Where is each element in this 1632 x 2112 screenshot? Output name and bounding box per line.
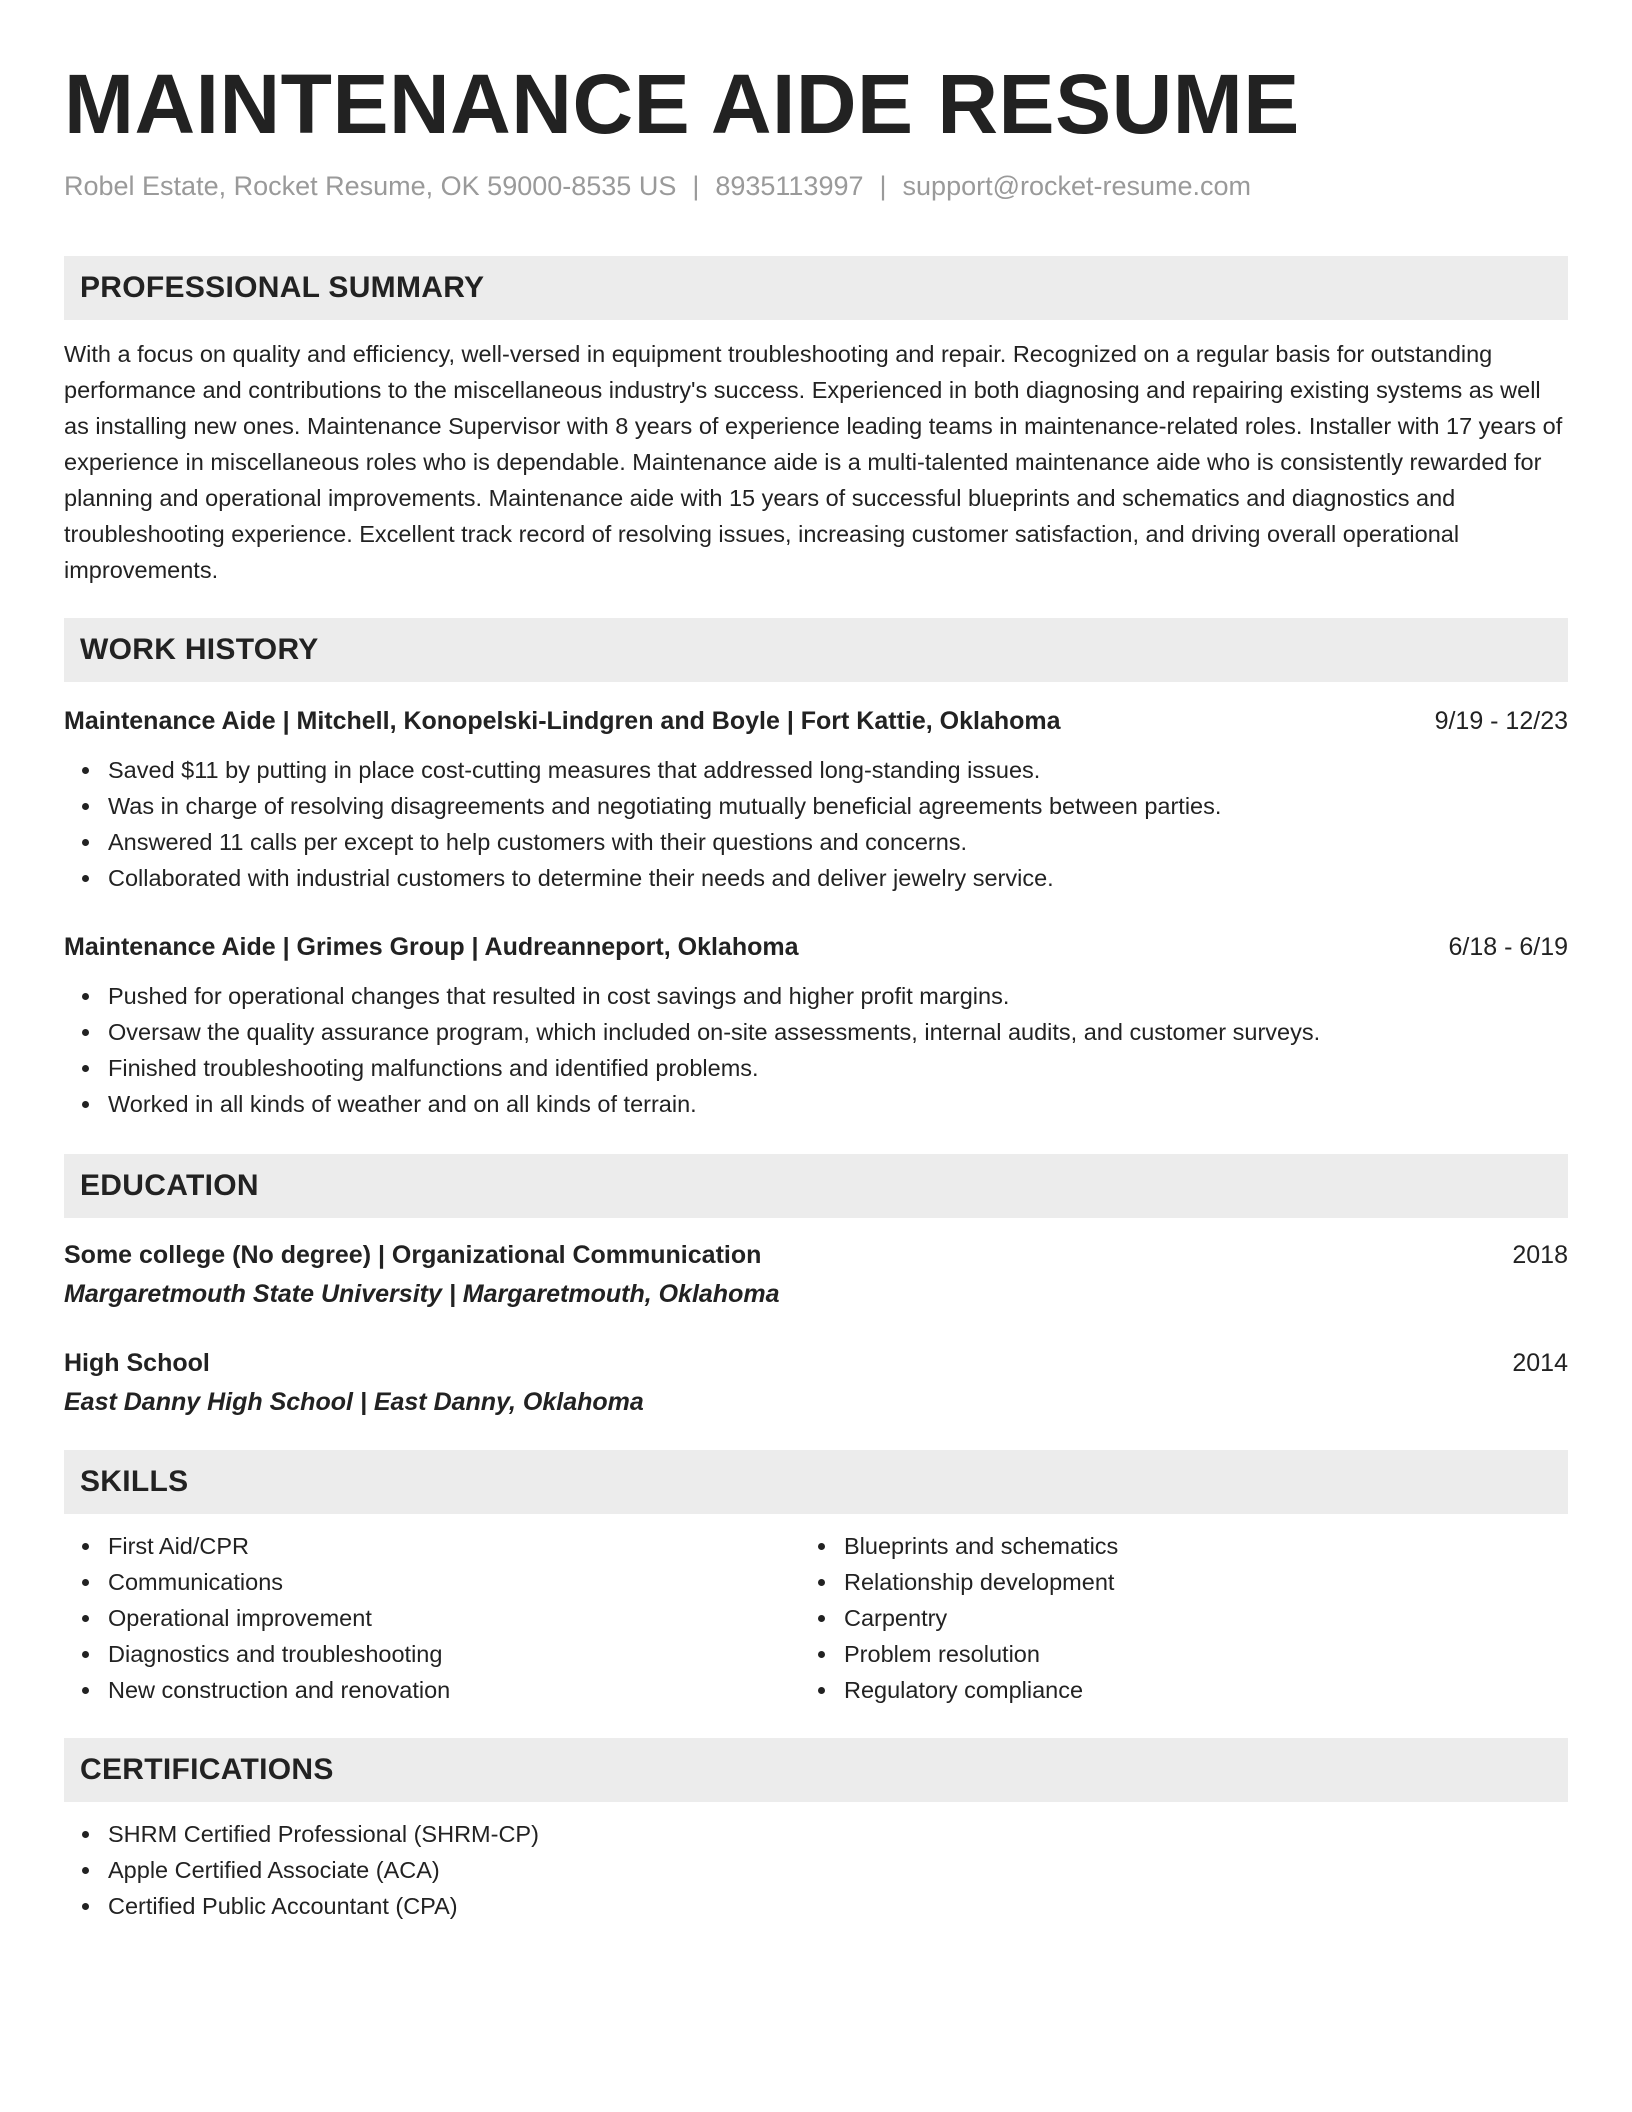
education-school: Margaretmouth State University | Margaretmouth, Oklahoma — [64, 1280, 780, 1308]
job-title: Maintenance Aide | Grimes Group | Audreanneport, Oklahoma — [64, 933, 799, 961]
certification-item: Certified Public Accountant (CPA) — [108, 1888, 1568, 1924]
section-header-skills: SKILLS — [64, 1450, 1568, 1514]
skill-item: Regulatory compliance — [844, 1672, 1536, 1708]
list-item: Collaborated with industrial customers to determine their needs and deliver jewelry service. — [108, 860, 1568, 896]
skill-item: Relationship development — [844, 1564, 1536, 1600]
skill-item: Problem resolution — [844, 1636, 1536, 1672]
list-item: Saved $11 by putting in place cost-cutting measures that addressed long-standing issues. — [108, 752, 1568, 788]
list-item: Was in charge of resolving disagreements and negotiating mutually beneficial agreements between parties. — [108, 788, 1568, 824]
section-header-education: EDUCATION — [64, 1154, 1568, 1218]
job-entry — [64, 704, 1568, 896]
certification-item: Apple Certified Associate (ACA) — [108, 1852, 1568, 1888]
skill-item: Operational improvement — [108, 1600, 800, 1636]
list-item: Pushed for operational changes that resulted in cost savings and higher profit margins. — [108, 978, 1568, 1014]
job-entry — [64, 930, 1568, 1122]
contact-email: support@rocket-resume.com — [902, 171, 1252, 201]
summary-text: With a focus on quality and efficiency, well-versed in equipment troubleshooting and repair. Recognized on a regular basis for outstanding performance and contributions to the miscellaneous industry's success. Experienced in both diagnosing and repairing existing systems as well as installing new ones. Maintenance Supervisor with 8 years of experience leading teams in maintenance-related roles. Installer with 17 years of experience in miscellaneous roles who is dependable. Maintenance aide is a multi-talented maintenance aide who is consistently rewarded for planning and operational improvements. Maintenance aide with 15 years of successful blueprints and schematics and diagnostics and troubleshooting experience. Excellent track record of resolving issues, increasing customer satisfaction, and driving overall operational improvements. — [64, 341, 1563, 583]
skill-item: First Aid/CPR — [108, 1528, 800, 1564]
contact-separator: | — [879, 171, 887, 201]
section-header-summary: PROFESSIONAL SUMMARY — [64, 256, 1568, 320]
job-title: Maintenance Aide | Mitchell, Konopelski-Lindgren and Boyle | Fort Kattie, Oklahoma — [64, 707, 1061, 735]
certification-item: SHRM Certified Professional (SHRM-CP) — [108, 1816, 1568, 1852]
job-dates: 6/18 - 6/19 — [1448, 933, 1568, 961]
contact-address: Robel Estate, Rocket Resume, OK 59000-8535 US — [64, 171, 677, 201]
skill-item: New construction and renovation — [108, 1672, 800, 1708]
education-year: 2018 — [1512, 1241, 1568, 1269]
section-header-certifications: CERTIFICATIONS — [64, 1738, 1568, 1802]
certifications-list — [64, 1816, 1568, 1924]
list-item: Finished troubleshooting malfunctions and identified problems. — [108, 1050, 1568, 1086]
contact-line — [64, 168, 1568, 204]
list-item: Worked in all kinds of weather and on all kinds of terrain. — [108, 1086, 1568, 1122]
job-dates: 9/19 - 12/23 — [1434, 707, 1568, 735]
list-item: Oversaw the quality assurance program, which included on-site assessments, internal audits, and customer surveys. — [108, 1014, 1568, 1050]
skill-item: Carpentry — [844, 1600, 1536, 1636]
skill-item: Diagnostics and troubleshooting — [108, 1636, 800, 1672]
contact-separator: | — [692, 171, 700, 201]
list-item: Answered 11 calls per except to help customers with their questions and concerns. — [108, 824, 1568, 860]
section-header-work-history: WORK HISTORY — [64, 618, 1568, 682]
education-degree: Some college (No degree) | Organizational Communication — [64, 1241, 762, 1269]
skills-column-left — [64, 1528, 800, 1708]
education-degree: High School — [64, 1349, 210, 1377]
skill-item: Blueprints and schematics — [844, 1528, 1536, 1564]
education-entry — [64, 1238, 1568, 1312]
skill-item: Communications — [108, 1564, 800, 1600]
contact-phone: 8935113997 — [715, 171, 864, 201]
job-bullets — [64, 752, 1568, 896]
skills-grid — [64, 1528, 1568, 1708]
skills-column-right — [800, 1528, 1536, 1708]
education-year: 2014 — [1512, 1349, 1568, 1377]
job-bullets — [64, 978, 1568, 1122]
education-school: East Danny High School | East Danny, Oklahoma — [64, 1388, 644, 1416]
resume-title: MAINTENANCE AIDE RESUME — [64, 57, 1300, 151]
education-entry — [64, 1346, 1568, 1420]
